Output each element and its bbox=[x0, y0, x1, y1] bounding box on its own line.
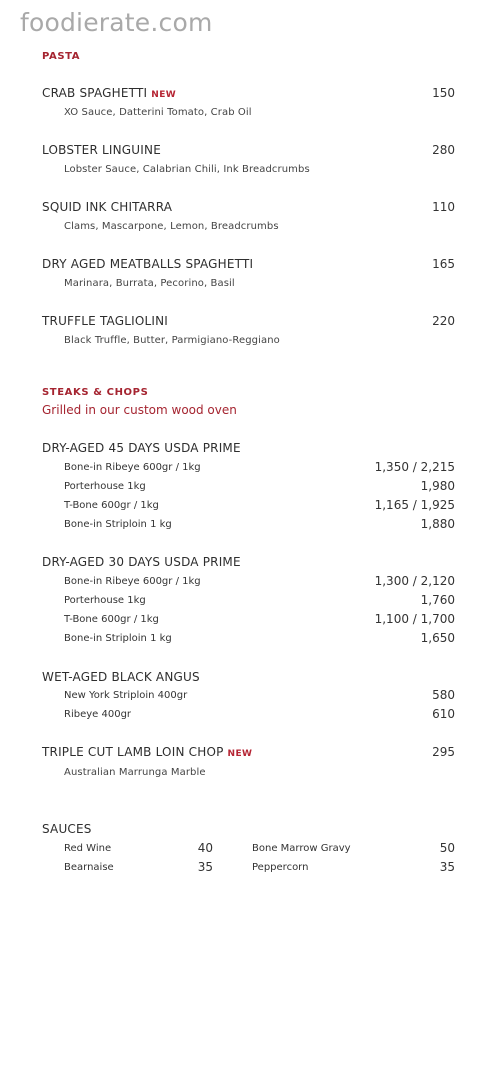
new-badge: NEW bbox=[227, 749, 253, 759]
menu-item-description: Black Truffle, Butter, Parmigiano-Reggiano bbox=[64, 335, 280, 346]
menu-item-price: 150 bbox=[432, 86, 455, 100]
section-title-sauces: SAUCES bbox=[42, 822, 92, 836]
watermark: foodierate.com bbox=[20, 8, 213, 37]
menu-item-name: LOBSTER LINGUINE bbox=[42, 143, 161, 157]
cut-name: T-Bone 600gr / 1kg bbox=[64, 614, 159, 625]
cut-price: 1,650 bbox=[420, 631, 455, 645]
cut-name: Bone-in Striploin 1 kg bbox=[64, 633, 172, 644]
item-name-text: TRIPLE CUT LAMB LOIN CHOP bbox=[42, 745, 224, 759]
cut-name: T-Bone 600gr / 1kg bbox=[64, 500, 159, 511]
sauce-name: Peppercorn bbox=[252, 862, 309, 873]
sauce-name: Bearnaise bbox=[64, 862, 114, 873]
new-badge: NEW bbox=[151, 90, 177, 100]
steak-group-name: DRY-AGED 30 DAYS USDA PRIME bbox=[42, 555, 241, 569]
cut-price: 1,980 bbox=[420, 479, 455, 493]
cut-name: Porterhouse 1kg bbox=[64, 481, 146, 492]
menu-item-description: Australian Marrunga Marble bbox=[64, 767, 206, 778]
cut-price: 1,300 / 2,120 bbox=[374, 574, 455, 588]
cut-price: 1,350 / 2,215 bbox=[374, 460, 455, 474]
cut-name: Porterhouse 1kg bbox=[64, 595, 146, 606]
cut-price: 1,880 bbox=[420, 517, 455, 531]
menu-item-name bbox=[42, 86, 176, 100]
menu-item-description: Clams, Mascarpone, Lemon, Breadcrumbs bbox=[64, 221, 279, 232]
menu-item-name: DRY AGED MEATBALLS SPAGHETTI bbox=[42, 257, 254, 271]
menu-item-name: SQUID INK CHITARRA bbox=[42, 200, 173, 214]
steak-group-name: WET-AGED BLACK ANGUS bbox=[42, 670, 200, 684]
item-name-text: CRAB SPAGHETTI bbox=[42, 86, 148, 100]
cut-price: 1,165 / 1,925 bbox=[374, 498, 455, 512]
menu-item-price: 295 bbox=[432, 745, 455, 759]
menu-item-price: 165 bbox=[432, 257, 455, 271]
sauce-price: 50 bbox=[439, 841, 455, 855]
cut-name: New York Striploin 400gr bbox=[64, 690, 188, 701]
steak-group-name: DRY-AGED 45 DAYS USDA PRIME bbox=[42, 441, 241, 455]
menu-item-price: 110 bbox=[432, 200, 455, 214]
menu-item-price: 280 bbox=[432, 143, 455, 157]
section-subtitle: Grilled in our custom wood oven bbox=[42, 403, 237, 417]
sauce-price: 35 bbox=[197, 860, 213, 874]
sauce-price: 40 bbox=[197, 841, 213, 855]
sauce-price: 35 bbox=[439, 860, 455, 874]
cut-price: 580 bbox=[432, 688, 455, 702]
cut-price: 1,760 bbox=[420, 593, 455, 607]
menu-item-name bbox=[42, 745, 252, 759]
section-title-pasta: PASTA bbox=[42, 51, 81, 62]
sauce-name: Bone Marrow Gravy bbox=[252, 843, 351, 854]
section-title-steaks: STEAKS & CHOPS bbox=[42, 387, 149, 398]
menu-item-description: XO Sauce, Datterini Tomato, Crab Oil bbox=[64, 107, 252, 118]
cut-name: Bone-in Striploin 1 kg bbox=[64, 519, 172, 530]
menu-item-description: Lobster Sauce, Calabrian Chili, Ink Breadcrumbs bbox=[64, 164, 310, 175]
menu-item-price: 220 bbox=[432, 314, 455, 328]
menu-item-description: Marinara, Burrata, Pecorino, Basil bbox=[64, 278, 235, 289]
menu-item-name: TRUFFLE TAGLIOLINI bbox=[42, 314, 169, 328]
cut-price: 1,100 / 1,700 bbox=[374, 612, 455, 626]
cut-name: Ribeye 400gr bbox=[64, 709, 132, 720]
sauce-name: Red Wine bbox=[64, 843, 112, 854]
cut-price: 610 bbox=[432, 707, 455, 721]
cut-name: Bone-in Ribeye 600gr / 1kg bbox=[64, 576, 201, 587]
cut-name: Bone-in Ribeye 600gr / 1kg bbox=[64, 462, 201, 473]
